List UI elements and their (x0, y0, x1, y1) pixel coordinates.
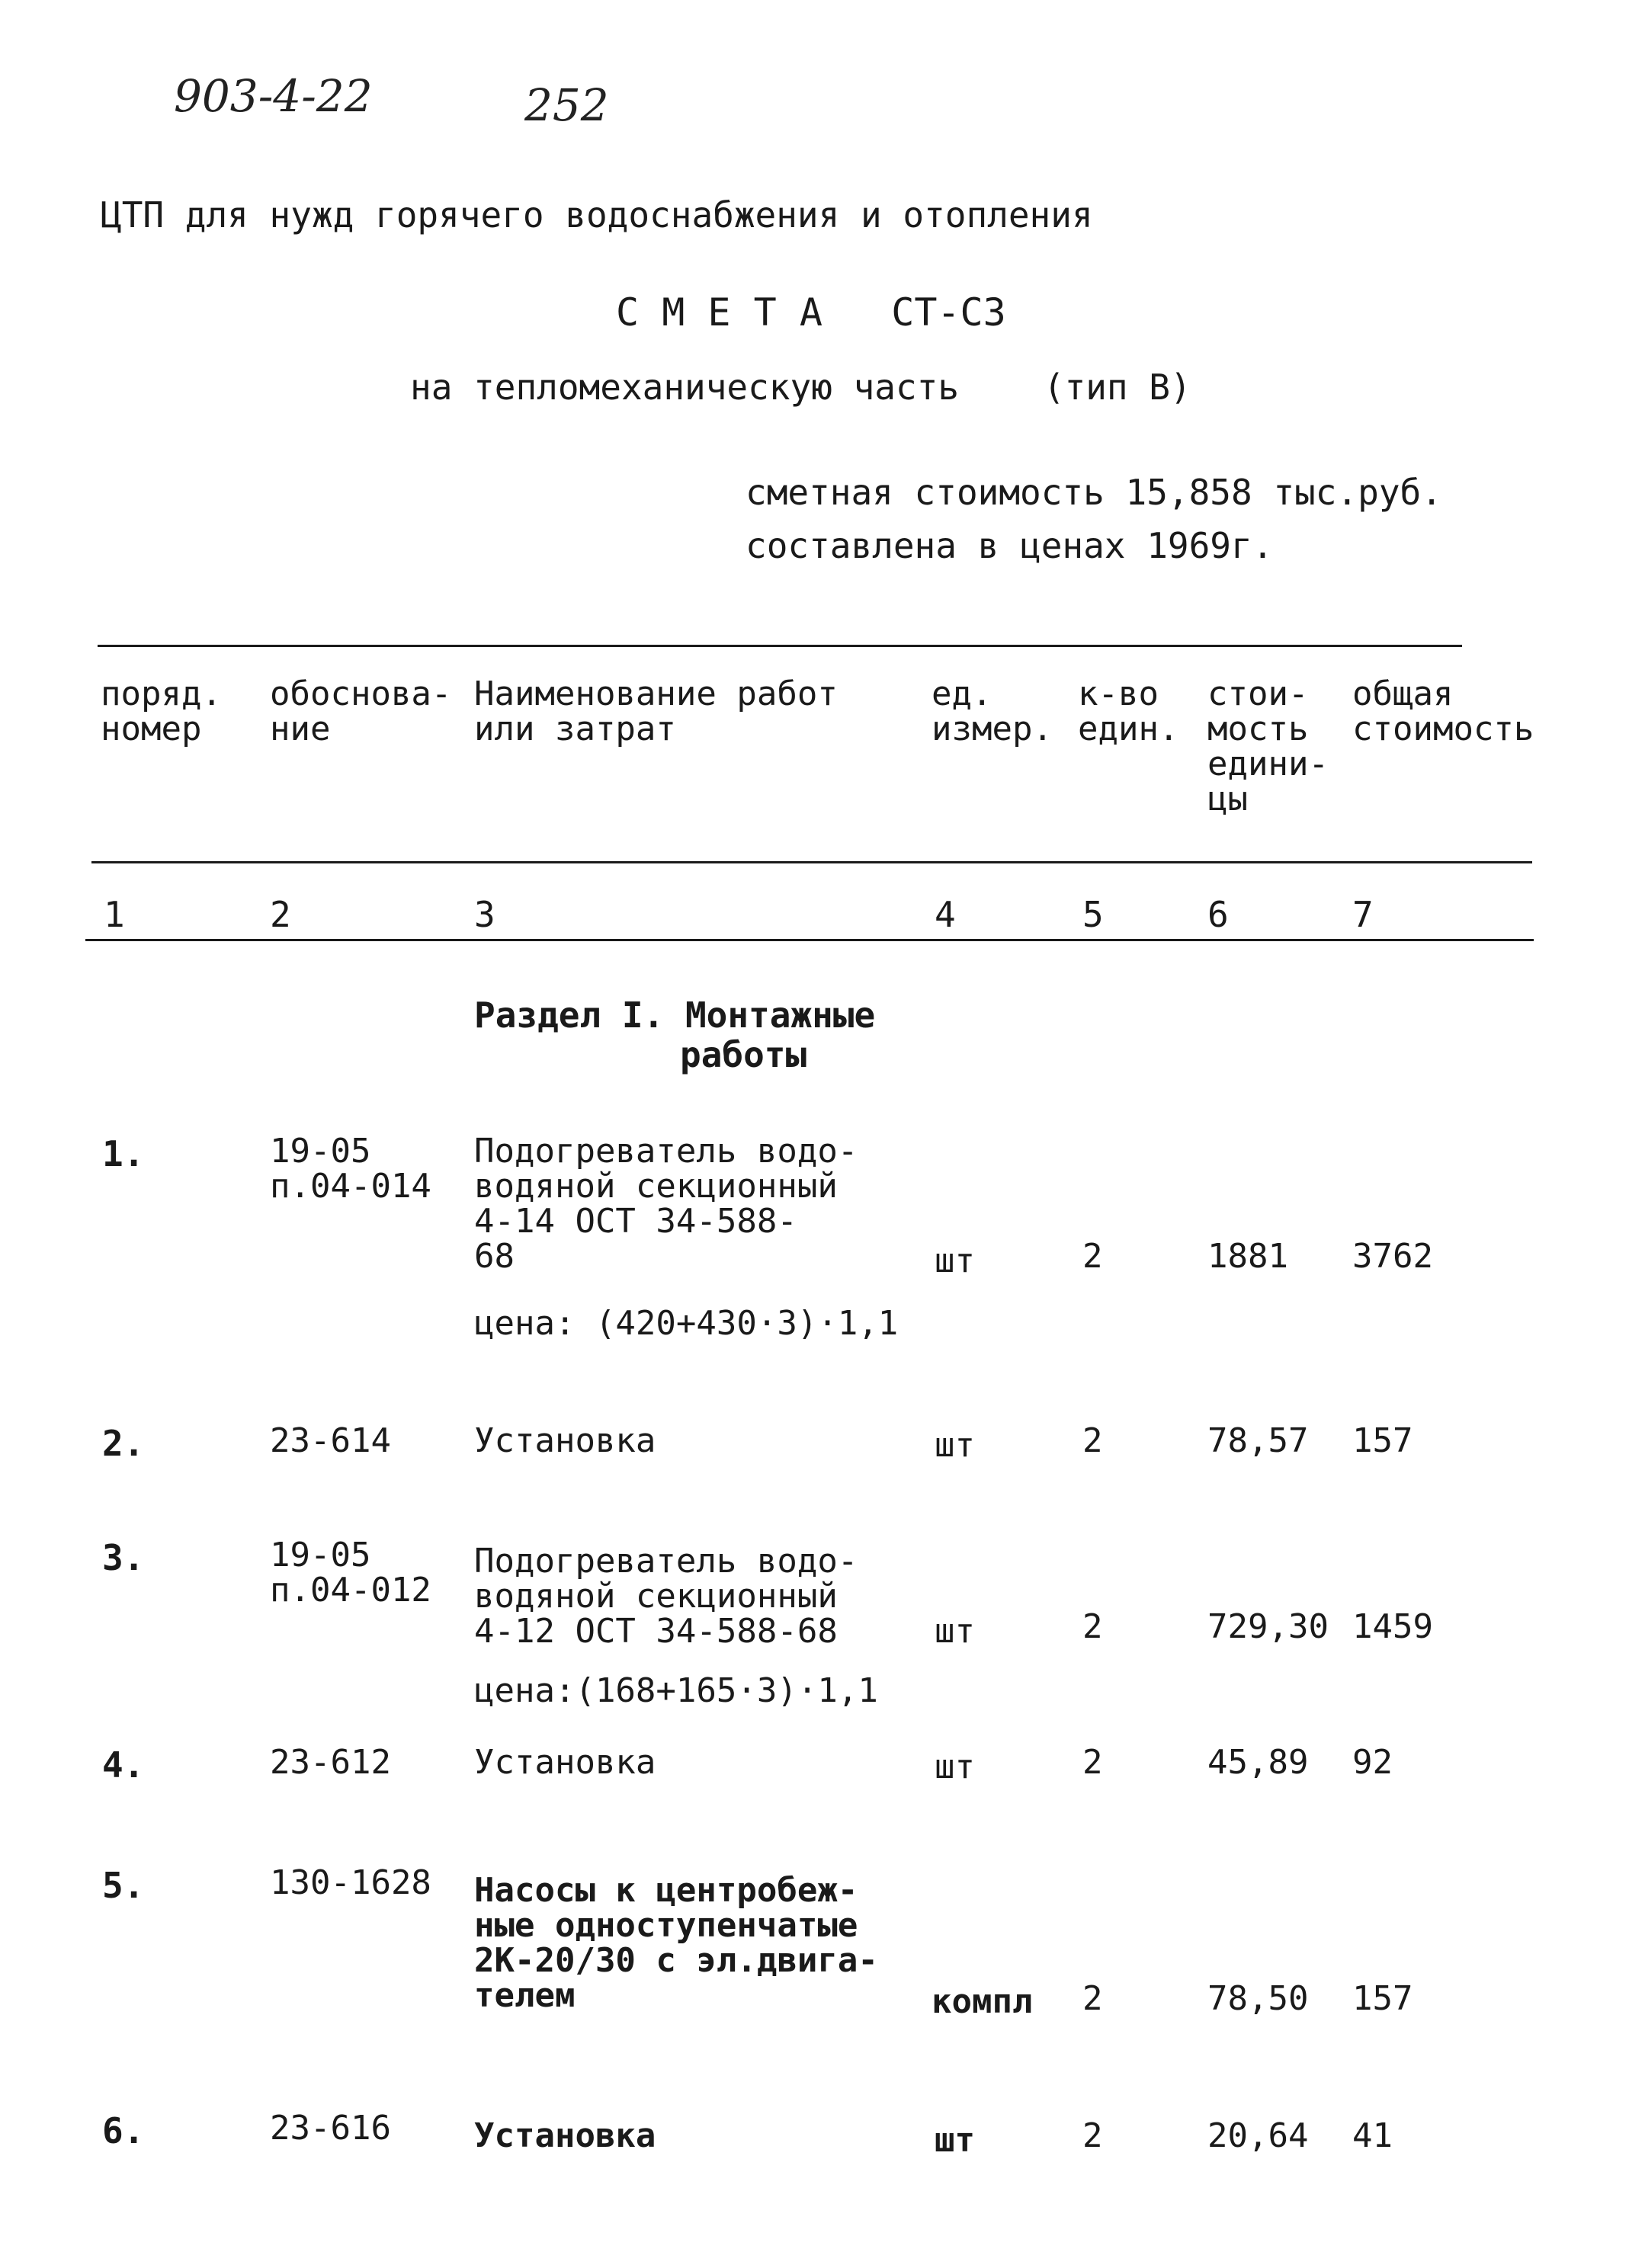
estimated-cost: сметная стоимость 15,858 тыс.руб. (746, 472, 1442, 513)
header-unit-cost: стои- мость едини- цы (1207, 674, 1329, 818)
row-price-note: цена:(168+165·3)·1,1 (474, 1671, 878, 1710)
header-quantity: к-во един. (1078, 674, 1179, 748)
row-basis: 19-05 п.04-012 (270, 1536, 431, 1610)
header-number: поряд. номер (101, 674, 222, 748)
row-basis: 23-612 (270, 1743, 391, 1782)
column-number-7: 7 (1352, 894, 1374, 935)
row-number: 1. (102, 1133, 145, 1174)
header-bottom-rule (91, 861, 1532, 863)
price-basis: составлена в ценах 1969г. (746, 525, 1274, 566)
row-total: 157 (1352, 1421, 1413, 1460)
row-unit-price: 20,64 (1207, 2116, 1309, 2155)
column-number-6: 6 (1207, 894, 1229, 935)
table-top-rule (98, 645, 1462, 647)
row-unit-price: 729,30 (1207, 1607, 1329, 1646)
row-number: 5. (102, 1865, 145, 1906)
header-name: Наименование работ или затрат (474, 674, 838, 748)
row-total: 157 (1352, 1979, 1413, 2018)
column-numbers-rule (85, 939, 1534, 941)
row-number: 4. (102, 1744, 145, 1786)
header-basis: обоснова- ние (270, 674, 452, 748)
column-number-3: 3 (474, 894, 495, 935)
row-number: 3. (102, 1537, 145, 1578)
row-name: Подогреватель водо- водяной секционный 4-12 ОСТ 34-588-68 (474, 1542, 858, 1651)
row-total: 92 (1352, 1743, 1393, 1782)
row-quantity: 2 (1082, 1607, 1103, 1646)
row-name: Насосы к центробеж- ные одноступенчатые 2К-20/30 с эл.двига- телем (474, 1871, 878, 2015)
document-title: С М Е Т А СТ-С3 (616, 290, 1006, 335)
row-unit-price: 45,89 (1207, 1743, 1309, 1782)
row-name: Установка (474, 1421, 656, 1460)
column-number-1: 1 (104, 894, 125, 935)
row-total: 1459 (1352, 1607, 1433, 1646)
section-heading: Раздел I. Монтажные работы (474, 995, 876, 1075)
column-number-4: 4 (935, 894, 956, 935)
row-price-note: цена: (420+430·3)·1,1 (474, 1304, 899, 1343)
document-subject: ЦТП для нужд горячего водоснабжения и отопления (101, 194, 1093, 235)
row-name: Установка (474, 1743, 656, 1782)
row-unit-price: 1881 (1207, 1237, 1288, 1276)
handwritten-page-number: 252 (524, 79, 609, 131)
row-quantity: 2 (1082, 2116, 1103, 2155)
document-subtitle: на тепломеханическую часть (тип В) (410, 367, 1191, 408)
row-quantity: 2 (1082, 1979, 1103, 2018)
row-basis: 19-05 п.04-014 (270, 1132, 431, 1206)
column-number-5: 5 (1082, 894, 1104, 935)
row-unit: шт (935, 1612, 975, 1651)
row-number: 2. (102, 1423, 145, 1464)
row-total: 41 (1352, 2116, 1393, 2155)
row-quantity: 2 (1082, 1743, 1103, 1782)
row-unit: шт (935, 1426, 975, 1465)
row-unit-price: 78,50 (1207, 1979, 1309, 2018)
row-quantity: 2 (1082, 1421, 1103, 1460)
row-basis: 23-616 (270, 2109, 391, 2148)
row-unit: шт (935, 1241, 975, 1280)
column-number-2: 2 (270, 894, 291, 935)
row-number: 6. (102, 2110, 145, 2151)
row-basis: 23-614 (270, 1421, 391, 1460)
row-basis: 130-1628 (270, 1863, 431, 1902)
row-name: Установка (474, 2116, 656, 2155)
row-total: 3762 (1352, 1237, 1433, 1276)
handwritten-code: 903-4-22 (174, 70, 373, 122)
row-unit: шт (935, 1747, 975, 1786)
header-unit: ед. измер. (932, 674, 1053, 748)
header-total-cost: общая стоимость (1352, 674, 1534, 748)
row-unit: компл (932, 1982, 1033, 2021)
row-unit-price: 78,57 (1207, 1421, 1309, 1460)
row-quantity: 2 (1082, 1237, 1103, 1276)
row-name: Подогреватель водо- водяной секционный 4-14 ОСТ 34-588- 68 (474, 1132, 858, 1276)
row-unit: шт (935, 2121, 975, 2160)
